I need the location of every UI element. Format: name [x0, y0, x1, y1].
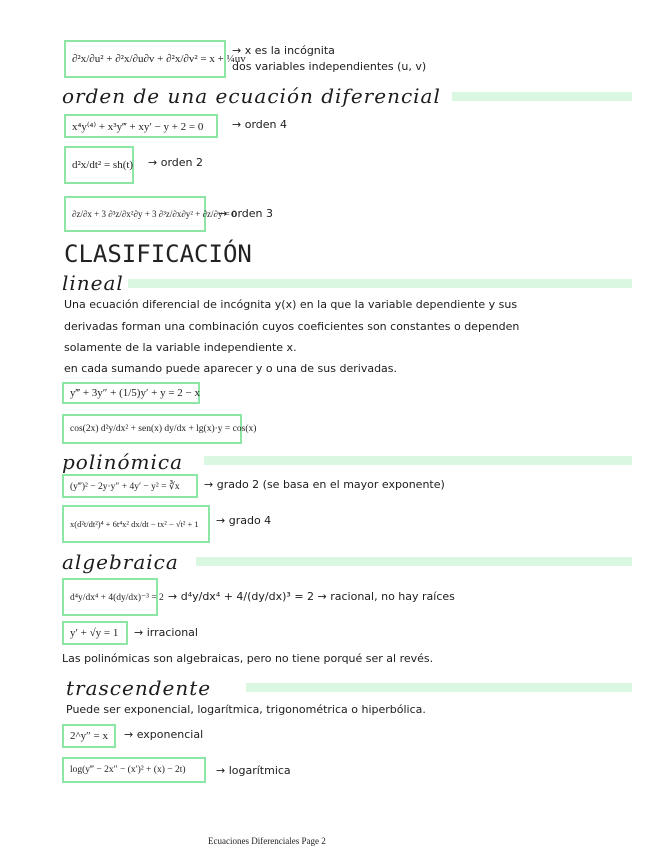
equation-box	[62, 724, 116, 748]
heading-bar	[128, 279, 632, 288]
section-heading: trascendente	[66, 676, 212, 700]
annotation: → d⁴y/dx⁴ + 4/(dy/dx)³ = 2 → racional, no hay raíces	[168, 590, 455, 603]
heading-bar	[204, 456, 632, 465]
page-footer: Ecuaciones Diferenciales Page 2	[208, 836, 326, 846]
annotation: → exponencial	[124, 728, 204, 741]
equation: y′ + √y = 1	[70, 627, 119, 639]
equation: d⁴y/dx⁴ + 4(dy/dx)⁻³ = 2	[70, 592, 164, 603]
equation-box	[64, 114, 218, 138]
annotation: dos variables independientes (u, v)	[232, 60, 427, 73]
annotation: → grado 4	[216, 514, 272, 527]
paragraph-line: Una ecuación diferencial de incógnita y(x) en la que la variable dependiente y sus	[64, 298, 518, 311]
heading-bar	[196, 557, 632, 566]
annotation: → orden 4	[232, 118, 287, 131]
annotation: → logarítmica	[216, 764, 291, 777]
equation-box	[64, 40, 246, 78]
paragraph-line: Puede ser exponencial, logarítmica, trigonométrica o hiperbólica.	[66, 703, 426, 716]
equation: (y‴)² − 2y·y″ + 4y′ − y² = ∛x	[70, 481, 180, 492]
equation-box	[62, 505, 210, 543]
equation: log(y‴ − 2x″ − (x′)² + (x) − 2t)	[70, 765, 186, 775]
equation-box	[62, 474, 198, 498]
annotation: → grado 2 (se basa en el mayor exponente)	[204, 478, 445, 491]
equation-box	[62, 757, 206, 783]
equation: cos(2x) d²y/dx² + sen(x) dy/dx + lg(x)·y = cos(x)	[70, 424, 257, 434]
equation-box	[62, 621, 128, 645]
paragraph-line: derivadas forman una combinación cuyos coeficientes son constantes o dependen	[64, 320, 520, 333]
annotation: → orden 2	[148, 156, 203, 169]
equation: d²x/dt² = sh(t)	[72, 159, 134, 171]
section-heading: algebraica	[62, 550, 179, 574]
paragraph-line: solamente de la variable independiente x.	[64, 341, 297, 354]
equation-box	[62, 578, 164, 616]
annotation: → irracional	[134, 626, 198, 639]
section-heading: orden de una ecuación diferencial	[62, 84, 441, 108]
page-title: CLASIFICACIÓN	[64, 240, 252, 268]
paragraph-line: en cada sumando puede aparecer y o una de sus derivadas.	[64, 362, 398, 375]
equation-box	[64, 146, 134, 184]
equation: x(d²t/dt²)⁴ + 6t⁴x² dx/dt − tx² − √t² + 1	[70, 519, 199, 529]
section-heading: lineal	[62, 271, 124, 295]
section-heading: polinómica	[62, 450, 184, 474]
equation: y‴ + 3y″ + (1/5)y′ + y = 2 − x	[70, 387, 200, 399]
paragraph-line: Las polinómicas son algebraicas, pero no tiene porqué ser al revés.	[62, 652, 434, 665]
equation: x⁴y⁽⁴⁾ + x³y‴ + xy′ − y + 2 = 0	[72, 120, 204, 133]
annotation: → orden 3	[218, 207, 273, 220]
equation: 2^y″ = x	[70, 730, 108, 742]
heading-bar	[452, 92, 632, 101]
equation-box	[64, 196, 237, 232]
equation-box	[62, 414, 257, 444]
annotation: → x es la incógnita	[232, 44, 335, 57]
heading-bar	[246, 683, 632, 692]
equation: ∂z/∂x + 3 ∂³z/∂x²∂y + 3 ∂³z/∂x∂y² + ∂z/∂y = 0	[72, 209, 237, 219]
equation: ∂²x/∂u² + ∂²x/∂u∂v + ∂²x/∂v² = x + ¼uv	[72, 53, 246, 65]
equation-box	[62, 382, 200, 404]
